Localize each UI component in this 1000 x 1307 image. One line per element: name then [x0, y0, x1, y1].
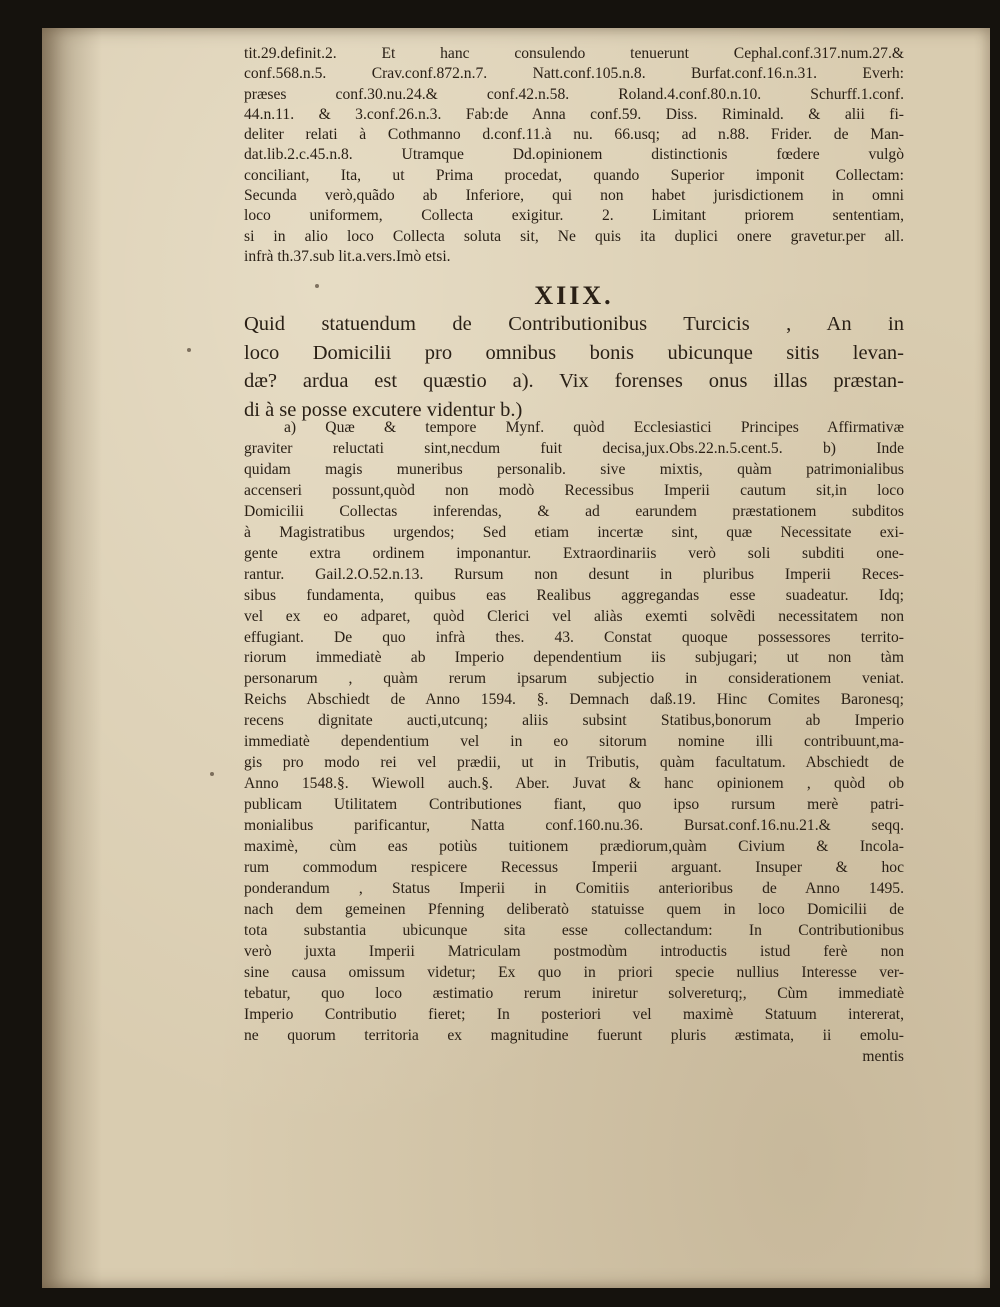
thesis-question: [244, 310, 904, 425]
text-line: vel ex eo adparet, quòd Clerici vel aliàs exemti solvẽdi necessitatem non: [244, 607, 904, 625]
question-line: di à se posse excutere videntur b.): [244, 399, 523, 422]
text-line: infrà th.37.sub lit.a.vers.Imò etsi.: [244, 247, 451, 265]
text-line: monialibus parificantur, Natta conf.160.nu.36. Bursat.conf.16.nu.21.& seqq.: [244, 817, 904, 835]
ink-speck: [210, 772, 214, 776]
continued-paragraph: [244, 44, 904, 267]
text-line: verò juxta Imperii Matriculam postmodùm introductis istud ferè non: [244, 942, 904, 960]
question-line: loco Domicilii pro omnibus bonis ubicunque sitis levan-: [244, 341, 904, 364]
text-line: a) Quæ & tempore Mynf. quòd Ecclesiastici Principes Affirmativæ: [284, 419, 904, 436]
text-line: rantur. Gail.2.O.52.n.13. Rursum non desunt in pluribus Imperii Reces-: [244, 565, 904, 583]
catchword: mentis: [862, 1047, 904, 1065]
text-line: præses conf.30.nu.24.& conf.42.n.58. Roland.4.conf.80.n.10. Schurff.1.conf.: [244, 85, 904, 103]
text-line: nach dem gemeinen Pfenning deliberatò statuisse quem in loco Domicilii de: [244, 900, 904, 918]
text-line: deliter relati à Cothmanno d.conf.11.à nu. 66.usq; ad n.88. Frider. de Man-: [244, 126, 904, 144]
text-line: conf.568.n.5. Crav.conf.872.n.7. Natt.conf.105.n.8. Burfat.conf.16.n.31. Everh:: [244, 65, 904, 83]
text-line: Reichs Abschiedt de Anno 1594. §. Demnach daß.19. Hinc Comites Baronesq;: [244, 691, 904, 709]
text-line: Imperio Contributio fieret; In posteriori vel maximè Statuum intererat,: [244, 1005, 904, 1023]
text-line: recens dignitate aucti,utcunq; aliis subsint Statibus,bonorum ab Imperio: [244, 712, 904, 730]
text-line: Domicilii Collectas inferendas, & ad earundem præstationem subditos: [244, 502, 904, 520]
question-line: Quid statuendum de Contributionibus Turcicis , An in: [244, 313, 904, 335]
text-line: immediatè dependentium vel in eo sitorum nomine illi contribuunt,ma-: [244, 733, 904, 751]
text-line: 44.n.11. & 3.conf.26.n.3. Fab:de Anna conf.59. Diss. Riminald. & alii fi-: [244, 105, 904, 123]
text-line: publicam Utilitatem Contributiones fiant, quo ipso rursum merè patri-: [244, 796, 904, 814]
text-line: riorum immediatè ab Imperio dependentium iis subjugari; ut non tàm: [244, 649, 904, 667]
text-line: Secunda verò,quãdo ab Inferiore, qui non habet jurisdictionem in omni: [244, 187, 904, 205]
ink-speck: [315, 284, 319, 288]
text-line: sine causa omissum videtur; Ex quo in priori specie nullius Interesse ver-: [244, 963, 904, 981]
text-line: quidam magis muneribus personalib. sive mixtis, quàm patrimonialibus: [244, 460, 904, 478]
text-line: personarum , quàm rerum ipsarum subjectio in considerationem veniat.: [244, 670, 904, 688]
text-line: gente extra ordinem imponantur. Extraordinariis verò soli subditi one-: [244, 544, 904, 562]
text-line: ne quorum territoria ex magnitudine fuerunt pluris æstimata, ii emolu-: [244, 1026, 904, 1044]
gutter-shadow: [42, 28, 102, 1288]
text-line: dat.lib.2.c.45.n.8. Utramque Dd.opinionem distinctionis fœdere vulgò: [244, 146, 904, 164]
ink-speck: [187, 348, 191, 352]
text-line: maximè, cùm eas potiùs tuitionem prædiorum,quàm Civium & Incola-: [244, 838, 904, 856]
text-line: sibus fundamenta, quibus eas Realibus aggregandas esse suadeatur. Idq;: [244, 586, 904, 604]
text-line: gis pro modo rei vel prædii, ut in Tributis, quàm facultatum. Abschiedt de: [244, 754, 904, 772]
text-line: tit.29.definit.2. Et hanc consulendo tenuerunt Cephal.conf.317.num.27.&: [244, 45, 904, 62]
text-line: rum commodum respicere Recessus Imperii arguant. Insuper & hoc: [244, 859, 904, 877]
question-line: dæ? ardua est quæstio a). Vix forenses onus illas præstan-: [244, 370, 904, 393]
text-line: Anno 1548.§. Wiewoll auch.§. Aber. Juvat & hanc opinionem , quòd ob: [244, 775, 904, 793]
text-line: si in alio loco Collecta soluta sit, Ne quis ita duplici onere gravetur.per all.: [244, 227, 904, 245]
text-line: tebatur, quo loco æstimatio rerum iniretur solvereturq;, Cùm immediatè: [244, 984, 904, 1002]
text-line: ponderandum , Status Imperii in Comitiis anterioribus de Anno 1495.: [244, 879, 904, 897]
text-line: conciliant, Ita, ut Prima procedat, quando Superior imponit Collectam:: [244, 166, 904, 184]
text-line: tota substantia ubicunque sita esse collectandum: In Contributionibus: [244, 921, 904, 939]
text-line: accenseri possunt,quòd non modò Recessibus Imperii cautum sit,in loco: [244, 481, 904, 499]
text-line: effugiant. De quo infrà thes. 43. Constat quoque possessores territo-: [244, 628, 904, 646]
text-line: à Magistratibus urgendos; Sed etiam incertæ sint, quæ Necessitate exi-: [244, 523, 904, 541]
thesis-number-heading: XIIX.: [534, 281, 614, 310]
annotation-paragraph: [244, 418, 904, 1068]
text-line: loco uniformem, Collecta exigitur. 2. Limitant priorem sententiam,: [244, 207, 904, 225]
text-line: graviter reluctati sint,necdum fuit decisa,jux.Obs.22.n.5.cent.5. b) Inde: [244, 439, 904, 457]
